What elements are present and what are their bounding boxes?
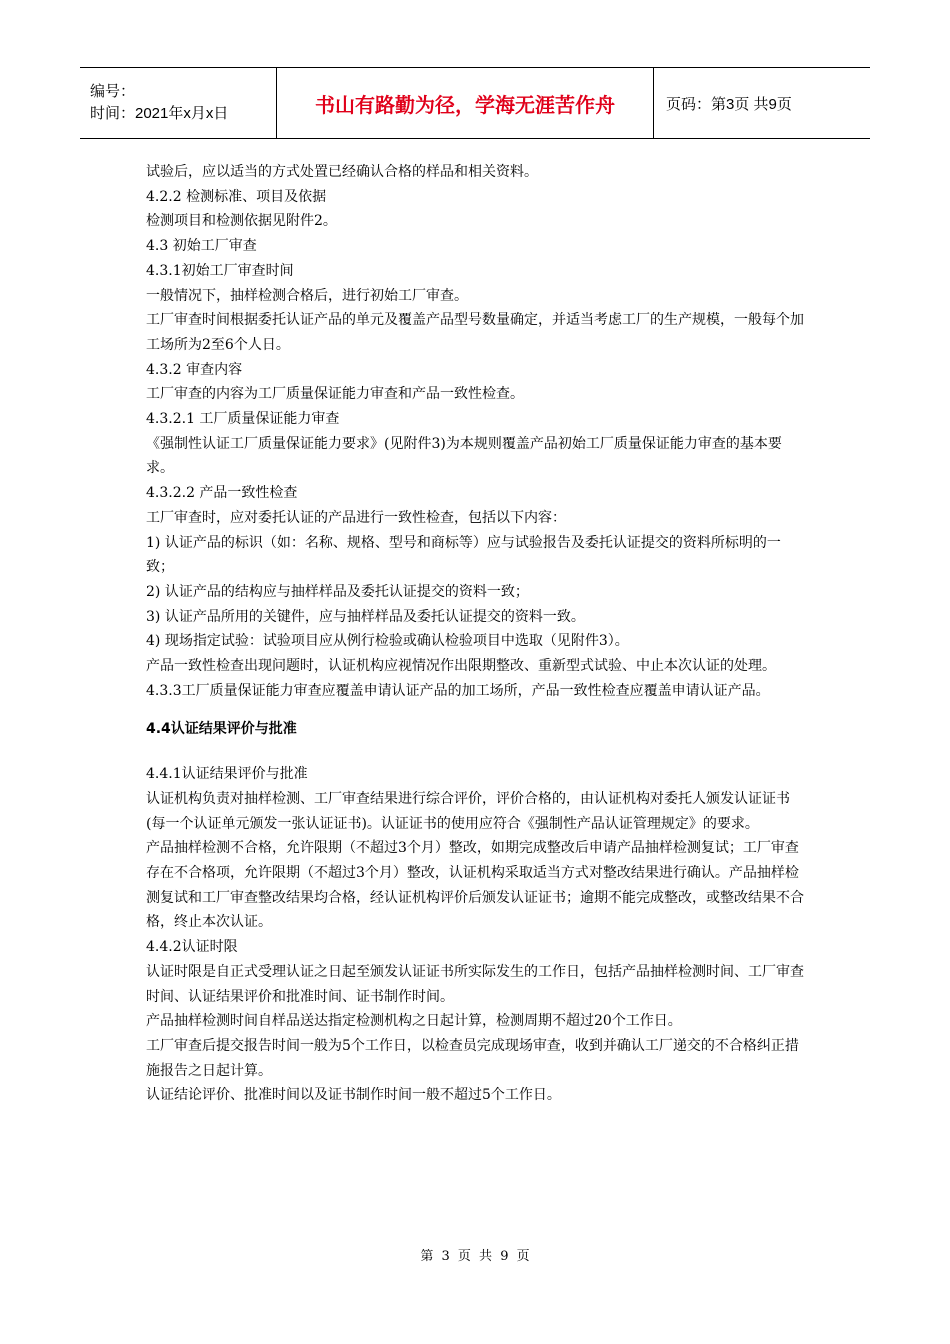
paragraph: 产品抽样检测时间自样品送达指定检测机构之日起计算，检测周期不超过20个工作日。 — [146, 1013, 682, 1030]
paragraph: 4.2.2 检测标准、项目及依据 — [146, 188, 327, 205]
paragraph: 1) 认证产品的标识（如：名称、规格、型号和商标等）应与试验报告及委托认证提交的资料所标明的一致； — [146, 534, 781, 576]
paragraph: 《强制性认证工厂质量保证能力要求》(见附件3)为本规则覆盖产品初始工厂质量保证能力审查的基本要求。 — [146, 435, 782, 477]
paragraph: 4.3.2.2 产品一致性检查 — [146, 485, 298, 502]
header-page-info: 页码：第3页 共9页 — [666, 95, 792, 113]
paragraph: 2) 认证产品的结构应与抽样样品及委托认证提交的资料一致； — [146, 583, 529, 600]
page-header — [80, 67, 870, 139]
paragraph: 工厂审查时，应对委托认证的产品进行一致性检查，包括以下内容： — [146, 509, 566, 526]
paragraph: 4.3.2 审查内容 — [146, 361, 243, 378]
document-time: 时间：2021年x月x日 — [90, 105, 229, 122]
paragraph: 试验后，应以适当的方式处置已经确认合格的样品和相关资料。 — [146, 164, 538, 180]
paragraph: 4.4.2认证时限 — [146, 939, 238, 956]
paragraph: 4.3.1初始工厂审查时间 — [146, 262, 294, 279]
paragraph: 认证时限是自正式受理认证之日起至颁发认证证书所实际发生的工作日，包括产品抽样检测时间、工厂审查时间、认证结果评价和批准时间、证书制作时间。 — [146, 963, 804, 1005]
paragraph: 认证结论评价、批准时间以及证书制作时间一般不超过5个工作日。 — [146, 1087, 561, 1104]
paragraph: 产品一致性检查出现问题时，认证机构应视情况作出限期整改、重新型式试验、中止本次认证的处理。 — [146, 658, 776, 675]
paragraph: 4.4.1认证结果评价与批准 — [146, 766, 308, 783]
section-heading: 4.4认证结果评价与批准 — [146, 721, 297, 738]
paragraph: 3) 认证产品所用的关键件，应与抽样样品及委托认证提交的资料一致。 — [146, 608, 585, 625]
paragraph: 4.3.3工厂质量保证能力审查应覆盖申请认证产品的加工场所，产品一致性检查应覆盖申请认证产品。 — [146, 682, 770, 699]
paragraph: 产品抽样检测不合格，允许限期（不超过3个月）整改，如期完成整改后申请产品抽样检测复试；工厂审查存在不合格项，允许限期（不超过3个月）整改，认证机构采取适当方式对整改结果进行确认。产品抽样检测复试和工厂审查整改结果均合格，经认证机构评价后颁发认证证书；逾期不能完成整改，或整改结果不合格，终止本次认证。 — [146, 840, 804, 931]
header-motto: 书山有路勤为径，学海无涯苦作舟 — [277, 68, 654, 138]
paragraph: 认证机构负责对抽样检测、工厂审查结果进行综合评价，评价合格的，由认证机构对委托人颁发认证证书(每一个认证单元颁发一张认证证书)。认证证书的使用应符合《强制性产品认证管理规定》的要求。 — [146, 790, 790, 832]
paragraph: 工厂审查的内容为工厂质量保证能力审查和产品一致性检查。 — [146, 386, 524, 403]
paragraph: 工厂审查时间根据委托认证产品的单元及覆盖产品型号数量确定，并适当考虑工厂的生产规模，一般每个加工场所为2至6个人日。 — [146, 312, 804, 353]
header-meta — [80, 68, 277, 138]
paragraph: 一般情况下，抽样检测合格后，进行初始工厂审查。 — [146, 287, 468, 304]
page-footer: 第 3 页 共 9 页 — [420, 1249, 530, 1264]
paragraph: 工厂审查后提交报告时间一般为5个工作日，以检查员完成现场审查，收到并确认工厂递交的不合格纠正措施报告之日起计算。 — [146, 1037, 799, 1079]
paragraph: 4) 现场指定试验：试验项目应从例行检验或确认检验项目中选取（见附件3）。 — [146, 633, 629, 650]
paragraph: 4.3 初始工厂审查 — [146, 238, 257, 255]
document-number: 编号： — [90, 83, 136, 100]
paragraph: 检测项目和检测依据见附件2。 — [146, 213, 337, 230]
document-body — [146, 160, 806, 1108]
paragraph: 4.3.2.1 工厂质量保证能力审查 — [146, 411, 340, 428]
